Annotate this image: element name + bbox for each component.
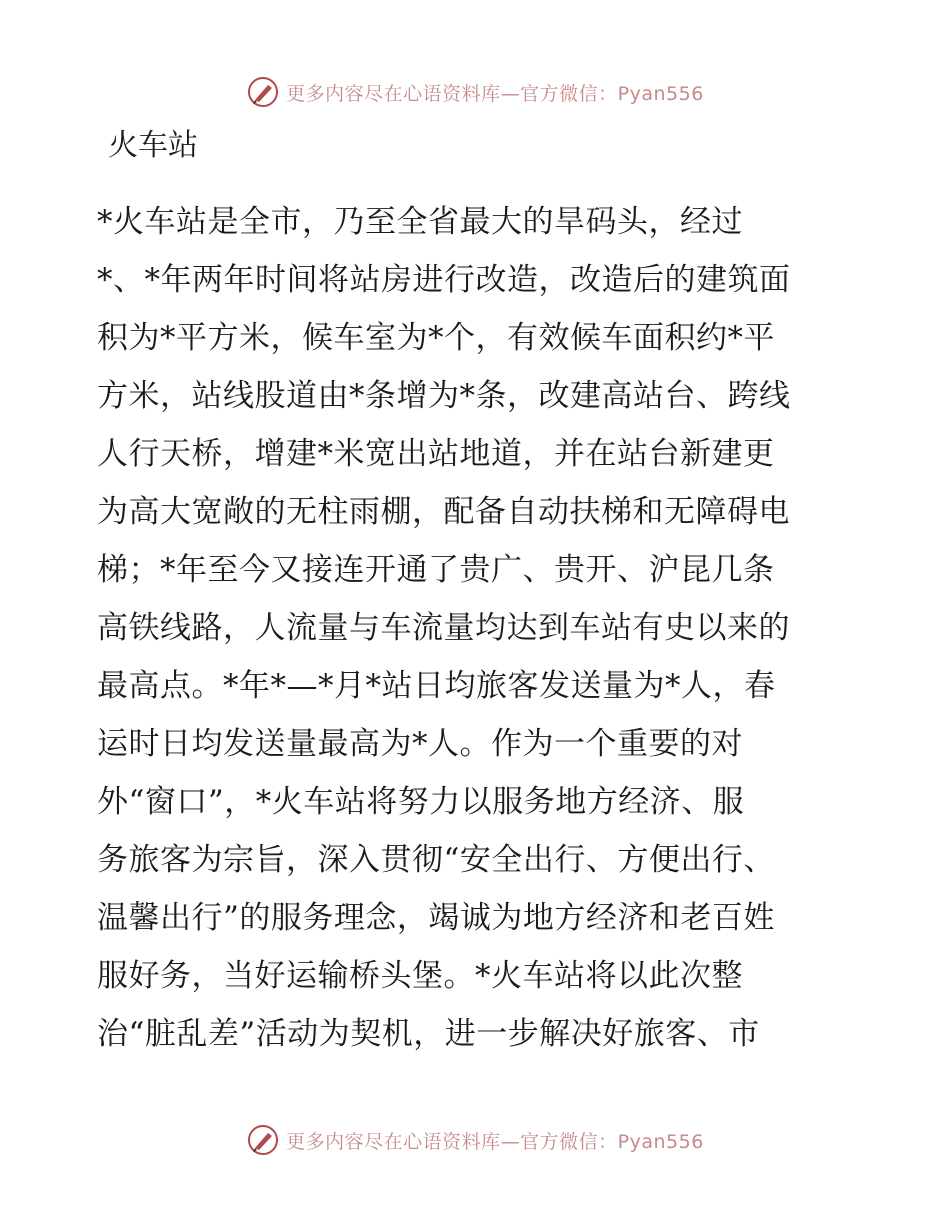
body-line: 治“脏乱差”活动为契机，进一步解决好旅客、市 <box>97 1016 760 1052</box>
body-line: 服好务，当好运输桥头堡。*火车站将以此次整 <box>97 958 743 994</box>
footer-banner-text: 更多内容尽在心语资料库—官方微信：Pyan556 <box>286 1130 704 1153</box>
document-title: 火车站 <box>108 128 198 163</box>
body-line: 外“窗口”，*火车站将努力以服务地方经济、服 <box>97 784 745 820</box>
document-body <box>97 196 857 1066</box>
header-banner <box>0 70 950 114</box>
header-banner-text: 更多内容尽在心语资料库—官方微信：Pyan556 <box>286 82 704 105</box>
body-line: 为高大宽敞的无柱雨棚，配备自动扶梯和无障碍电 <box>97 494 790 530</box>
body-line: 最高点。*年*—*月*站日均旅客发送量为*人，春 <box>97 668 776 704</box>
body-line: 梯；*年至今又接连开通了贵广、贵开、沪昆几条 <box>97 552 775 588</box>
footer-banner <box>0 1118 950 1162</box>
pen-logo-icon <box>246 75 280 109</box>
body-line: 方米，站线股道由*条增为*条，改建高站台、跨线 <box>97 378 791 414</box>
pen-logo-icon <box>246 1123 280 1157</box>
body-line: 人行天桥，增建*米宽出站地道，并在站台新建更 <box>97 436 775 472</box>
body-line: *、*年两年时间将站房进行改造，改造后的建筑面 <box>97 262 791 298</box>
body-line: 温馨出行”的服务理念，竭诚为地方经济和老百姓 <box>97 900 775 936</box>
body-line: 高铁线路，人流量与车流量均达到车站有史以来的 <box>97 610 790 646</box>
body-line: *火车站是全市，乃至全省最大的旱码头，经过 <box>97 204 743 240</box>
body-line: 运时日均发送量最高为*人。作为一个重要的对 <box>97 726 743 762</box>
body-line: 务旅客为宗旨，深入贯彻“安全出行、方便出行、 <box>97 842 775 878</box>
body-line: 积为*平方米，候车室为*个，有效候车面积约*平 <box>97 320 775 356</box>
